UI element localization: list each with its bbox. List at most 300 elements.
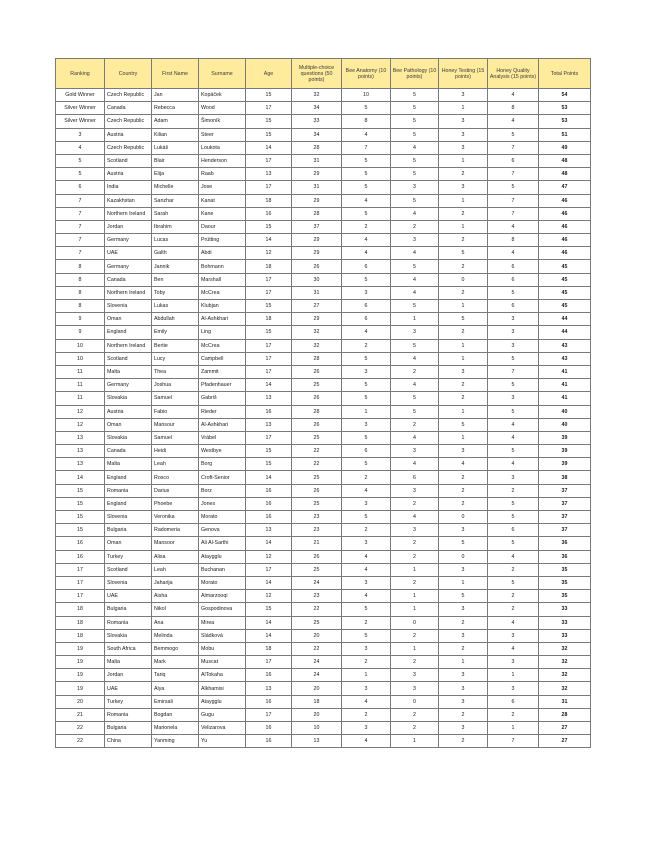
cell-first-name: Abdullah: [152, 313, 199, 326]
cell-honey-quality: 3: [488, 326, 539, 339]
cell-honey-testing: 2: [439, 234, 488, 247]
cell-bee-anatomy: 3: [342, 497, 391, 510]
table-row: [56, 247, 591, 260]
cell-first-name: Radomeria: [152, 524, 199, 537]
cell-bee-pathology: 4: [391, 379, 439, 392]
cell-multiple-choice: 24: [292, 669, 342, 682]
table-row: [56, 656, 591, 669]
cell-ranking: 19: [56, 656, 105, 669]
cell-bee-anatomy: 5: [342, 603, 391, 616]
cell-surname: Genova: [199, 524, 246, 537]
cell-first-name: Blair: [152, 154, 199, 167]
cell-multiple-choice: 26: [292, 365, 342, 378]
cell-honey-quality: 5: [488, 445, 539, 458]
cell-total-points: 35: [539, 590, 591, 603]
cell-country: Czech Republic: [105, 115, 152, 128]
cell-multiple-choice: 26: [292, 260, 342, 273]
cell-total-points: 41: [539, 379, 591, 392]
table-row: [56, 669, 591, 682]
cell-age: 16: [246, 484, 292, 497]
cell-first-name: Jaharija: [152, 576, 199, 589]
cell-age: 15: [246, 326, 292, 339]
cell-country: Oman: [105, 418, 152, 431]
table-row: [56, 181, 591, 194]
cell-total-points: 37: [539, 484, 591, 497]
cell-age: 15: [246, 300, 292, 313]
cell-ranking: 22: [56, 722, 105, 735]
cell-country: Turkey: [105, 550, 152, 563]
cell-ranking: 9: [56, 326, 105, 339]
cell-first-name: Lucas: [152, 234, 199, 247]
cell-country: UAE: [105, 682, 152, 695]
cell-honey-quality: 3: [488, 392, 539, 405]
cell-honey-quality: 4: [488, 418, 539, 431]
cell-country: Northern Ireland: [105, 286, 152, 299]
cell-bee-anatomy: 4: [342, 326, 391, 339]
cell-total-points: 46: [539, 194, 591, 207]
cell-ranking: 17: [56, 590, 105, 603]
cell-multiple-choice: 23: [292, 590, 342, 603]
table-row: [56, 458, 591, 471]
cell-age: 14: [246, 629, 292, 642]
cell-bee-anatomy: 4: [342, 484, 391, 497]
cell-multiple-choice: 23: [292, 511, 342, 524]
cell-bee-anatomy: 3: [342, 418, 391, 431]
cell-bee-anatomy: 7: [342, 141, 391, 154]
table-row: [56, 682, 591, 695]
table-row: [56, 286, 591, 299]
cell-total-points: 44: [539, 326, 591, 339]
table-row: [56, 326, 591, 339]
cell-age: 16: [246, 695, 292, 708]
cell-ranking: 6: [56, 181, 105, 194]
cell-ranking: 17: [56, 576, 105, 589]
cell-age: 13: [246, 524, 292, 537]
cell-total-points: 27: [539, 722, 591, 735]
cell-bee-pathology: 5: [391, 128, 439, 141]
cell-bee-pathology: 5: [391, 154, 439, 167]
cell-age: 17: [246, 339, 292, 352]
cell-bee-anatomy: 2: [342, 471, 391, 484]
cell-honey-quality: 4: [488, 247, 539, 260]
cell-age: 14: [246, 379, 292, 392]
table-row: [56, 234, 591, 247]
cell-country: Slovakia: [105, 431, 152, 444]
cell-surname: Kopáček: [199, 89, 246, 102]
cell-age: 18: [246, 260, 292, 273]
cell-multiple-choice: 25: [292, 431, 342, 444]
cell-honey-quality: 5: [488, 352, 539, 365]
cell-ranking: 7: [56, 234, 105, 247]
table-row: [56, 616, 591, 629]
cell-bee-anatomy: 5: [342, 273, 391, 286]
cell-age: 13: [246, 392, 292, 405]
cell-age: 16: [246, 207, 292, 220]
cell-honey-quality: 6: [488, 695, 539, 708]
cell-bee-pathology: 3: [391, 669, 439, 682]
cell-honey-quality: 8: [488, 102, 539, 115]
cell-country: England: [105, 471, 152, 484]
cell-bee-anatomy: 5: [342, 154, 391, 167]
cell-ranking: 15: [56, 511, 105, 524]
cell-honey-testing: 2: [439, 471, 488, 484]
cell-total-points: 32: [539, 642, 591, 655]
cell-honey-testing: 0: [439, 511, 488, 524]
cell-total-points: 37: [539, 497, 591, 510]
cell-honey-quality: 1: [488, 722, 539, 735]
cell-first-name: Marionela: [152, 722, 199, 735]
cell-multiple-choice: 18: [292, 695, 342, 708]
cell-surname: Klubjan: [199, 300, 246, 313]
cell-total-points: 41: [539, 365, 591, 378]
cell-age: 17: [246, 656, 292, 669]
cell-multiple-choice: 25: [292, 563, 342, 576]
cell-honey-testing: 2: [439, 326, 488, 339]
cell-country: Oman: [105, 313, 152, 326]
cell-first-name: Melinda: [152, 629, 199, 642]
cell-surname: Gospodinova: [199, 603, 246, 616]
cell-total-points: 32: [539, 682, 591, 695]
cell-surname: Ataygglu: [199, 550, 246, 563]
cell-bee-pathology: 4: [391, 286, 439, 299]
cell-honey-testing: 3: [439, 695, 488, 708]
cell-age: 13: [246, 682, 292, 695]
cell-country: Germany: [105, 260, 152, 273]
table-row: [56, 642, 591, 655]
cell-ranking: 16: [56, 550, 105, 563]
cell-first-name: Heidi: [152, 445, 199, 458]
cell-ranking: 7: [56, 247, 105, 260]
table-row: [56, 537, 591, 550]
cell-honey-testing: 3: [439, 115, 488, 128]
cell-surname: Kanat: [199, 194, 246, 207]
cell-total-points: 28: [539, 708, 591, 721]
results-page: [55, 58, 590, 748]
table-row: [56, 445, 591, 458]
table-row: [56, 695, 591, 708]
cell-age: 14: [246, 537, 292, 550]
cell-surname: Šimoník: [199, 115, 246, 128]
cell-bee-pathology: 3: [391, 326, 439, 339]
cell-surname: McCrea: [199, 286, 246, 299]
table-row: [56, 524, 591, 537]
cell-age: 16: [246, 497, 292, 510]
cell-country: Austria: [105, 168, 152, 181]
cell-surname: Yu: [199, 735, 246, 748]
cell-honey-testing: 2: [439, 379, 488, 392]
cell-honey-quality: 4: [488, 642, 539, 655]
cell-honey-quality: 4: [488, 550, 539, 563]
table-row: [56, 115, 591, 128]
cell-bee-anatomy: 2: [342, 708, 391, 721]
cell-honey-quality: 5: [488, 511, 539, 524]
cell-surname: Alkhamisi: [199, 682, 246, 695]
cell-total-points: 51: [539, 128, 591, 141]
cell-bee-pathology: 3: [391, 181, 439, 194]
cell-bee-anatomy: 4: [342, 194, 391, 207]
column-header-age: Age: [246, 59, 292, 89]
cell-multiple-choice: 31: [292, 154, 342, 167]
cell-bee-pathology: 2: [391, 708, 439, 721]
cell-bee-pathology: 4: [391, 141, 439, 154]
cell-bee-anatomy: 6: [342, 300, 391, 313]
cell-multiple-choice: 29: [292, 247, 342, 260]
cell-age: 13: [246, 168, 292, 181]
table-row: [56, 576, 591, 589]
cell-total-points: 40: [539, 405, 591, 418]
cell-bee-anatomy: 4: [342, 695, 391, 708]
cell-ranking: 11: [56, 365, 105, 378]
cell-country: England: [105, 497, 152, 510]
cell-ranking: 5: [56, 168, 105, 181]
cell-total-points: 35: [539, 563, 591, 576]
cell-honey-testing: 2: [439, 708, 488, 721]
cell-surname: Borg: [199, 458, 246, 471]
cell-country: Oman: [105, 537, 152, 550]
column-header-surname: Surname: [199, 59, 246, 89]
cell-country: Canada: [105, 102, 152, 115]
cell-first-name: Ibrahim: [152, 220, 199, 233]
cell-total-points: 33: [539, 629, 591, 642]
cell-age: 15: [246, 115, 292, 128]
cell-honey-quality: 2: [488, 603, 539, 616]
cell-multiple-choice: 26: [292, 392, 342, 405]
cell-ranking: 11: [56, 379, 105, 392]
cell-bee-anatomy: 10: [342, 89, 391, 102]
cell-honey-quality: 4: [488, 89, 539, 102]
cell-bee-pathology: 3: [391, 682, 439, 695]
cell-honey-quality: 8: [488, 234, 539, 247]
cell-ranking: 7: [56, 194, 105, 207]
cell-honey-testing: 1: [439, 300, 488, 313]
cell-age: 17: [246, 563, 292, 576]
cell-country: India: [105, 181, 152, 194]
cell-bee-anatomy: 5: [342, 458, 391, 471]
cell-multiple-choice: 10: [292, 722, 342, 735]
table-row: [56, 339, 591, 352]
cell-honey-testing: 3: [439, 629, 488, 642]
cell-multiple-choice: 21: [292, 537, 342, 550]
cell-total-points: 33: [539, 603, 591, 616]
cell-honey-quality: 3: [488, 656, 539, 669]
table-row: [56, 194, 591, 207]
cell-honey-testing: 3: [439, 722, 488, 735]
cell-bee-pathology: 3: [391, 484, 439, 497]
cell-multiple-choice: 28: [292, 405, 342, 418]
table-row: [56, 392, 591, 405]
cell-first-name: Joshua: [152, 379, 199, 392]
cell-multiple-choice: 22: [292, 642, 342, 655]
cell-ranking: 10: [56, 352, 105, 365]
cell-bee-anatomy: 5: [342, 379, 391, 392]
cell-country: Scotland: [105, 352, 152, 365]
cell-honey-quality: 3: [488, 629, 539, 642]
cell-total-points: 46: [539, 207, 591, 220]
cell-first-name: Leah: [152, 458, 199, 471]
cell-bee-pathology: 4: [391, 247, 439, 260]
cell-bee-anatomy: 3: [342, 576, 391, 589]
cell-total-points: 35: [539, 576, 591, 589]
table-row: [56, 207, 591, 220]
column-header-first-name: First Name: [152, 59, 199, 89]
cell-honey-quality: 6: [488, 154, 539, 167]
cell-total-points: 39: [539, 445, 591, 458]
cell-country: Germany: [105, 234, 152, 247]
column-header-country: Country: [105, 59, 152, 89]
table-row: [56, 590, 591, 603]
cell-first-name: Emirsali: [152, 695, 199, 708]
cell-ranking: 19: [56, 682, 105, 695]
cell-bee-anatomy: 3: [342, 722, 391, 735]
cell-age: 18: [246, 313, 292, 326]
cell-first-name: Alisa: [152, 550, 199, 563]
cell-age: 16: [246, 405, 292, 418]
cell-bee-pathology: 2: [391, 656, 439, 669]
cell-bee-pathology: 5: [391, 260, 439, 273]
cell-age: 17: [246, 273, 292, 286]
cell-multiple-choice: 26: [292, 484, 342, 497]
cell-total-points: 46: [539, 247, 591, 260]
cell-bee-pathology: 5: [391, 89, 439, 102]
cell-honey-testing: 2: [439, 260, 488, 273]
cell-bee-anatomy: 2: [342, 656, 391, 669]
cell-first-name: Yanming: [152, 735, 199, 748]
cell-ranking: 11: [56, 392, 105, 405]
cell-multiple-choice: 31: [292, 181, 342, 194]
cell-honey-testing: 3: [439, 365, 488, 378]
cell-honey-testing: 1: [439, 154, 488, 167]
cell-honey-testing: 3: [439, 181, 488, 194]
cell-first-name: Thea: [152, 365, 199, 378]
cell-total-points: 43: [539, 339, 591, 352]
cell-honey-quality: 4: [488, 115, 539, 128]
cell-total-points: 47: [539, 181, 591, 194]
cell-surname: Abdi: [199, 247, 246, 260]
cell-ranking: 19: [56, 669, 105, 682]
cell-honey-quality: 5: [488, 576, 539, 589]
cell-bee-pathology: 4: [391, 352, 439, 365]
cell-honey-testing: 1: [439, 352, 488, 365]
cell-total-points: 39: [539, 431, 591, 444]
cell-country: Canada: [105, 273, 152, 286]
cell-surname: McCrea: [199, 339, 246, 352]
cell-surname: Almarzooqi: [199, 590, 246, 603]
cell-total-points: 31: [539, 695, 591, 708]
cell-surname: Morato: [199, 511, 246, 524]
cell-honey-testing: 3: [439, 603, 488, 616]
cell-multiple-choice: 33: [292, 115, 342, 128]
cell-multiple-choice: 27: [292, 300, 342, 313]
cell-bee-pathology: 2: [391, 576, 439, 589]
cell-country: South Africa: [105, 642, 152, 655]
cell-honey-testing: 5: [439, 313, 488, 326]
cell-multiple-choice: 32: [292, 89, 342, 102]
cell-surname: Al-Ashkhari: [199, 418, 246, 431]
cell-surname: Al-Ashkhari: [199, 313, 246, 326]
cell-first-name: Rebecca: [152, 102, 199, 115]
cell-first-name: Mansoor: [152, 537, 199, 550]
cell-bee-pathology: 6: [391, 471, 439, 484]
cell-multiple-choice: 24: [292, 576, 342, 589]
cell-bee-anatomy: 3: [342, 365, 391, 378]
table-row: [56, 418, 591, 431]
cell-honey-testing: 3: [439, 89, 488, 102]
cell-ranking: 8: [56, 260, 105, 273]
cell-honey-testing: 2: [439, 642, 488, 655]
cell-first-name: Mark: [152, 656, 199, 669]
cell-surname: Sládková: [199, 629, 246, 642]
cell-country: Malta: [105, 656, 152, 669]
cell-surname: Morato: [199, 576, 246, 589]
cell-surname: Croft-Senior: [199, 471, 246, 484]
cell-honey-testing: 3: [439, 682, 488, 695]
cell-honey-testing: 1: [439, 102, 488, 115]
cell-country: Bulgaria: [105, 524, 152, 537]
cell-age: 18: [246, 194, 292, 207]
cell-bee-pathology: 1: [391, 603, 439, 616]
cell-honey-quality: 4: [488, 220, 539, 233]
cell-ranking: Gold Winner: [56, 89, 105, 102]
cell-age: 17: [246, 181, 292, 194]
cell-ranking: 20: [56, 695, 105, 708]
cell-honey-testing: 3: [439, 445, 488, 458]
cell-multiple-choice: 31: [292, 286, 342, 299]
cell-age: 16: [246, 735, 292, 748]
cell-country: Slovenia: [105, 576, 152, 589]
cell-first-name: Samuel: [152, 392, 199, 405]
cell-first-name: Aisha: [152, 590, 199, 603]
cell-country: Scotland: [105, 563, 152, 576]
cell-bee-anatomy: 5: [342, 102, 391, 115]
cell-age: 17: [246, 286, 292, 299]
cell-total-points: 37: [539, 511, 591, 524]
cell-bee-anatomy: 2: [342, 616, 391, 629]
cell-total-points: 44: [539, 313, 591, 326]
cell-first-name: Lucy: [152, 352, 199, 365]
cell-surname: Marshall: [199, 273, 246, 286]
cell-bee-pathology: 1: [391, 735, 439, 748]
cell-honey-testing: 3: [439, 141, 488, 154]
cell-first-name: Ana: [152, 616, 199, 629]
cell-honey-quality: 5: [488, 497, 539, 510]
cell-honey-quality: 6: [488, 273, 539, 286]
table-row: [56, 550, 591, 563]
cell-total-points: 41: [539, 392, 591, 405]
cell-country: Jordan: [105, 669, 152, 682]
cell-bee-pathology: 5: [391, 339, 439, 352]
cell-multiple-choice: 32: [292, 339, 342, 352]
cell-total-points: 46: [539, 234, 591, 247]
table-row: [56, 273, 591, 286]
table-row: [56, 89, 591, 102]
cell-country: China: [105, 735, 152, 748]
cell-country: Scotland: [105, 154, 152, 167]
cell-bee-pathology: 1: [391, 563, 439, 576]
cell-bee-anatomy: 6: [342, 445, 391, 458]
cell-surname: Jones: [199, 497, 246, 510]
cell-honey-quality: 3: [488, 471, 539, 484]
cell-surname: Vrábel: [199, 431, 246, 444]
cell-multiple-choice: 23: [292, 524, 342, 537]
cell-bee-pathology: 5: [391, 102, 439, 115]
cell-country: UAE: [105, 247, 152, 260]
cell-bee-pathology: 4: [391, 431, 439, 444]
cell-ranking: 15: [56, 484, 105, 497]
cell-bee-pathology: 2: [391, 497, 439, 510]
cell-honey-quality: 4: [488, 431, 539, 444]
cell-multiple-choice: 26: [292, 418, 342, 431]
cell-honey-testing: 1: [439, 194, 488, 207]
